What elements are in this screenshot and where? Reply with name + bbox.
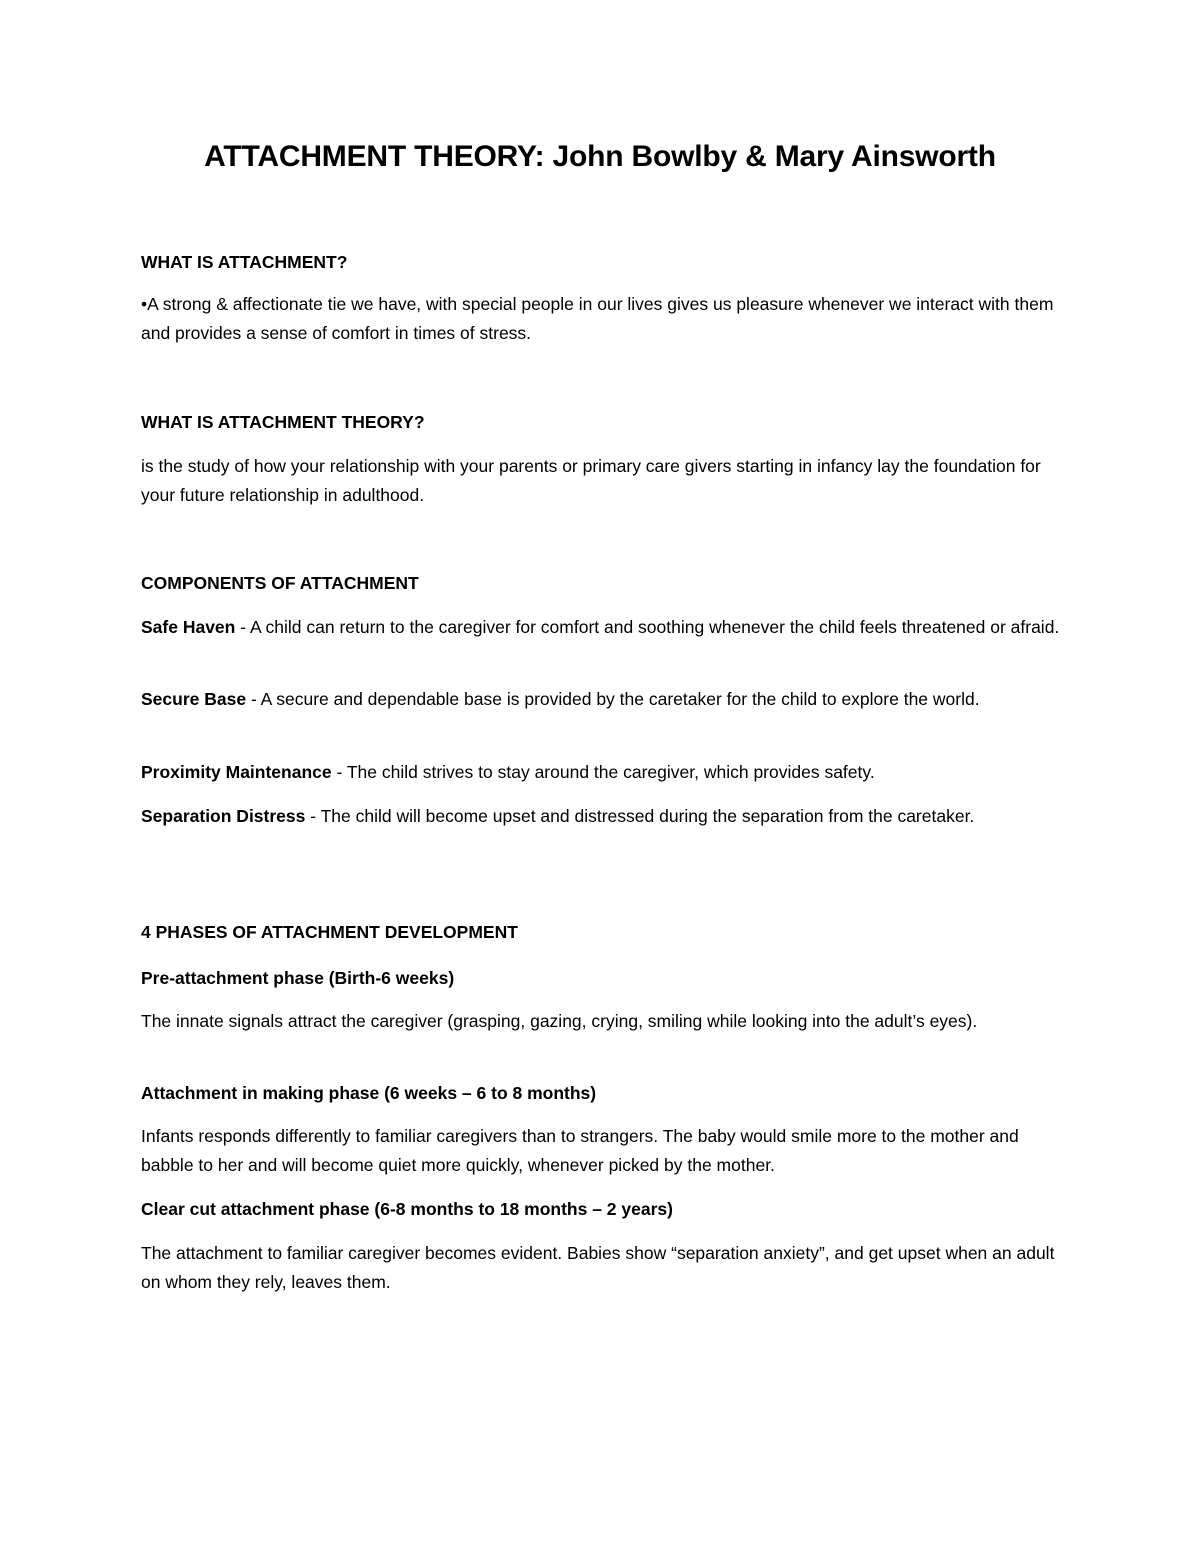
component-item xyxy=(141,613,1061,642)
phase-name: Pre-attachment phase (Birth-6 weeks) xyxy=(141,968,455,988)
section-heading-what-is-attachment: WHAT IS ATTACHMENT? xyxy=(141,252,348,272)
bullet-marker: • xyxy=(141,294,148,314)
attachment-definition-text: A strong & affectionate tie we have, with special people in our lives gives us pleasure whenever we interact with them and provides a sense of comfort in times of stress. xyxy=(141,294,1054,343)
phase-name: Attachment in making phase (6 weeks – 6 to 8 months) xyxy=(141,1083,597,1103)
section-heading-phases: 4 PHASES OF ATTACHMENT DEVELOPMENT xyxy=(141,922,518,942)
component-term: Secure Base xyxy=(141,689,247,709)
attachment-theory-definition: is the study of how your relationship with your parents or primary care givers starting in infancy lay the foundation for your future relationship in adulthood. xyxy=(141,456,1041,505)
document-title: ATTACHMENT THEORY: John Bowlby & Mary Ainsworth xyxy=(204,140,996,173)
phase-name: Clear cut attachment phase (6-8 months to 18 months – 2 years) xyxy=(141,1199,673,1219)
component-item xyxy=(141,802,1061,831)
component-item xyxy=(141,758,1061,787)
component-term: Safe Haven xyxy=(141,617,236,637)
component-item xyxy=(141,685,1061,714)
attachment-definition xyxy=(141,290,1061,348)
component-term: Proximity Maintenance xyxy=(141,762,332,782)
component-desc: - A child can return to the caregiver for comfort and soothing whenever the child feels threatened or afraid. xyxy=(235,617,1060,637)
component-desc: - The child will become upset and distressed during the separation from the caretaker. xyxy=(305,806,975,826)
section-heading-attachment-theory: WHAT IS ATTACHMENT THEORY? xyxy=(141,412,425,432)
section-heading-components: COMPONENTS OF ATTACHMENT xyxy=(141,573,419,593)
phase-description: Infants responds differently to familiar caregivers than to strangers. The baby would smile more to the mother and babble to her and will become quiet more quickly, whenever picked by the mother. xyxy=(141,1126,1019,1175)
component-desc: - A secure and dependable base is provided by the caretaker for the child to explore the world. xyxy=(246,689,980,709)
phase-description: The innate signals attract the caregiver (grasping, gazing, crying, smiling while looking into the adult’s eyes). xyxy=(141,1011,978,1031)
component-term: Separation Distress xyxy=(141,806,306,826)
component-desc: - The child strives to stay around the caregiver, which provides safety. xyxy=(331,762,875,782)
phase-description: The attachment to familiar caregiver becomes evident. Babies show “separation anxiety”, and get upset when an adult on whom they rely, leaves them. xyxy=(141,1243,1055,1292)
